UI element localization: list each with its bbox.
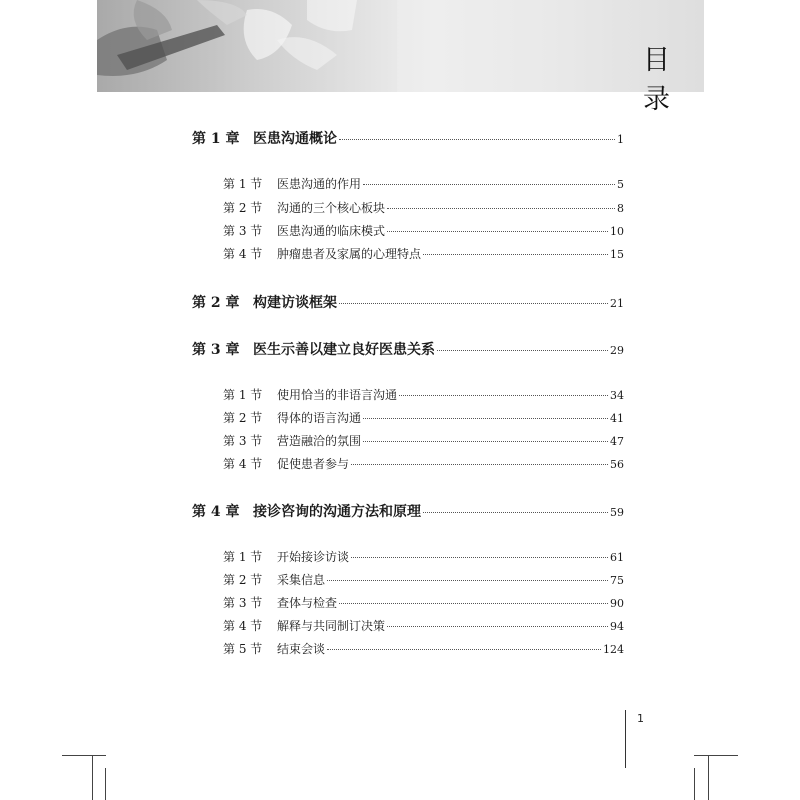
toc-entry-title: 营造融洽的氛围 xyxy=(277,434,362,448)
toc-dot-leader xyxy=(339,139,615,140)
crop-mark xyxy=(92,755,93,800)
crop-mark xyxy=(62,755,106,756)
toc-dot-leader xyxy=(387,231,608,232)
toc-entry-page: 124 xyxy=(603,643,624,656)
toc-entry-page: 21 xyxy=(610,297,624,310)
toc-entry-title: 采集信息 xyxy=(277,573,326,587)
toc-entry-number: 第 3 节 xyxy=(223,596,263,610)
toc-entry-number: 第 1 节 xyxy=(223,388,263,402)
toc-section-entry[interactable] xyxy=(223,455,624,472)
toc-section-entry[interactable] xyxy=(223,571,624,588)
toc-entry-page: 5 xyxy=(617,178,624,191)
toc-entry-number: 第 1 章 xyxy=(192,131,240,147)
toc-dot-leader xyxy=(423,512,608,513)
toc-entry-title: 医患沟通概论 xyxy=(253,131,337,147)
toc-dot-leader xyxy=(437,350,608,351)
toc-entry-title: 开始接诊访谈 xyxy=(277,550,350,564)
toc-entry-page: 47 xyxy=(610,435,624,448)
crop-mark xyxy=(694,768,695,800)
toc-entry-page: 75 xyxy=(610,574,624,587)
toc-entry-page: 41 xyxy=(610,412,624,425)
toc-entry-title: 构建访谈框架 xyxy=(253,295,337,311)
toc-section-entry[interactable] xyxy=(223,199,624,216)
toc-entry-page: 15 xyxy=(610,248,624,261)
toc-section-entry[interactable] xyxy=(223,175,624,192)
toc-dot-leader xyxy=(339,303,608,304)
toc-dot-leader xyxy=(327,649,601,650)
toc-entry-number: 第 4 节 xyxy=(223,619,263,633)
toc-entry-page: 61 xyxy=(610,551,624,564)
toc-dot-leader xyxy=(399,395,608,396)
toc-dot-leader xyxy=(387,208,615,209)
toc-chapter-entry[interactable] xyxy=(192,501,624,521)
toc-entry-page: 59 xyxy=(610,506,624,519)
toc-chapter-entry[interactable] xyxy=(192,339,624,359)
toc-section-entry[interactable] xyxy=(223,548,624,565)
toc-section-entry[interactable] xyxy=(223,594,624,611)
toc-dot-leader xyxy=(339,603,608,604)
crop-mark xyxy=(694,755,738,756)
toc-entry-page: 1 xyxy=(617,133,624,146)
toc-entry-number: 第 2 章 xyxy=(192,295,240,311)
toc-section-entry[interactable] xyxy=(223,617,624,634)
header-banner xyxy=(97,0,704,115)
toc-dot-leader xyxy=(363,441,608,442)
toc-section-entry[interactable] xyxy=(223,222,624,239)
toc-dot-leader xyxy=(423,254,608,255)
toc-dot-leader xyxy=(351,464,608,465)
toc-entry-number: 第 4 节 xyxy=(223,247,263,261)
toc-dot-leader xyxy=(351,557,608,558)
toc-entry-number: 第 1 节 xyxy=(223,177,263,191)
toc-chapter-entry[interactable] xyxy=(192,292,624,312)
page-number-rule xyxy=(625,710,626,768)
toc-dot-leader xyxy=(363,418,608,419)
toc-entry-page: 94 xyxy=(610,620,624,633)
toc-entry-page: 90 xyxy=(610,597,624,610)
toc-entry-title: 解释与共同制订决策 xyxy=(277,619,386,633)
toc-section-entry[interactable] xyxy=(223,386,624,403)
crop-mark xyxy=(708,755,709,800)
toc-entry-page: 8 xyxy=(617,202,624,215)
toc-entry-title: 结束会谈 xyxy=(277,642,326,656)
toc-dot-leader xyxy=(327,580,608,581)
toc-entry-page: 10 xyxy=(610,225,624,238)
toc-entry-number: 第 4 章 xyxy=(192,504,240,520)
toc-entry-number: 第 5 节 xyxy=(223,642,263,656)
toc-entry-number: 第 3 节 xyxy=(223,434,263,448)
toc-dot-leader xyxy=(363,184,615,185)
toc-entry-number: 第 2 节 xyxy=(223,573,263,587)
toc-entry-title: 医生示善以建立良好医患关系 xyxy=(253,342,435,358)
toc-entry-title: 医患沟通的临床模式 xyxy=(277,224,386,238)
toc-entry-number: 第 2 节 xyxy=(223,411,263,425)
toc-chapter-entry[interactable] xyxy=(192,128,624,148)
toc-entry-title: 接诊咨询的沟通方法和原理 xyxy=(253,504,421,520)
toc-entry-page: 56 xyxy=(610,458,624,471)
toc-dot-leader xyxy=(387,626,608,627)
toc-entry-page: 34 xyxy=(610,389,624,402)
page-number: 1 xyxy=(637,712,644,725)
toc-section-entry[interactable] xyxy=(223,245,624,262)
toc-entry-title: 沟通的三个核心板块 xyxy=(277,201,386,215)
toc-entry-number: 第 2 节 xyxy=(223,201,263,215)
toc-entry-number: 第 1 节 xyxy=(223,550,263,564)
toc-entry-title: 得体的语言沟通 xyxy=(277,411,362,425)
toc-section-entry[interactable] xyxy=(223,640,624,657)
toc-section-entry[interactable] xyxy=(223,432,624,449)
toc-entry-page: 29 xyxy=(610,344,624,357)
toc-section-entry[interactable] xyxy=(223,409,624,426)
toc-entry-title: 肿瘤患者及家属的心理特点 xyxy=(277,247,422,261)
page-title: 目 录 xyxy=(643,45,692,115)
toc-entry-title: 查体与检查 xyxy=(277,596,338,610)
toc-entry-number: 第 3 章 xyxy=(192,342,240,358)
crop-mark xyxy=(105,768,106,800)
toc-entry-title: 医患沟通的作用 xyxy=(277,177,362,191)
toc-entry-number: 第 3 节 xyxy=(223,224,263,238)
toc-entry-title: 使用恰当的非语言沟通 xyxy=(277,388,398,402)
toc-entry-title: 促使患者参与 xyxy=(277,457,350,471)
toc-entry-number: 第 4 节 xyxy=(223,457,263,471)
header-photo-image xyxy=(97,0,704,92)
